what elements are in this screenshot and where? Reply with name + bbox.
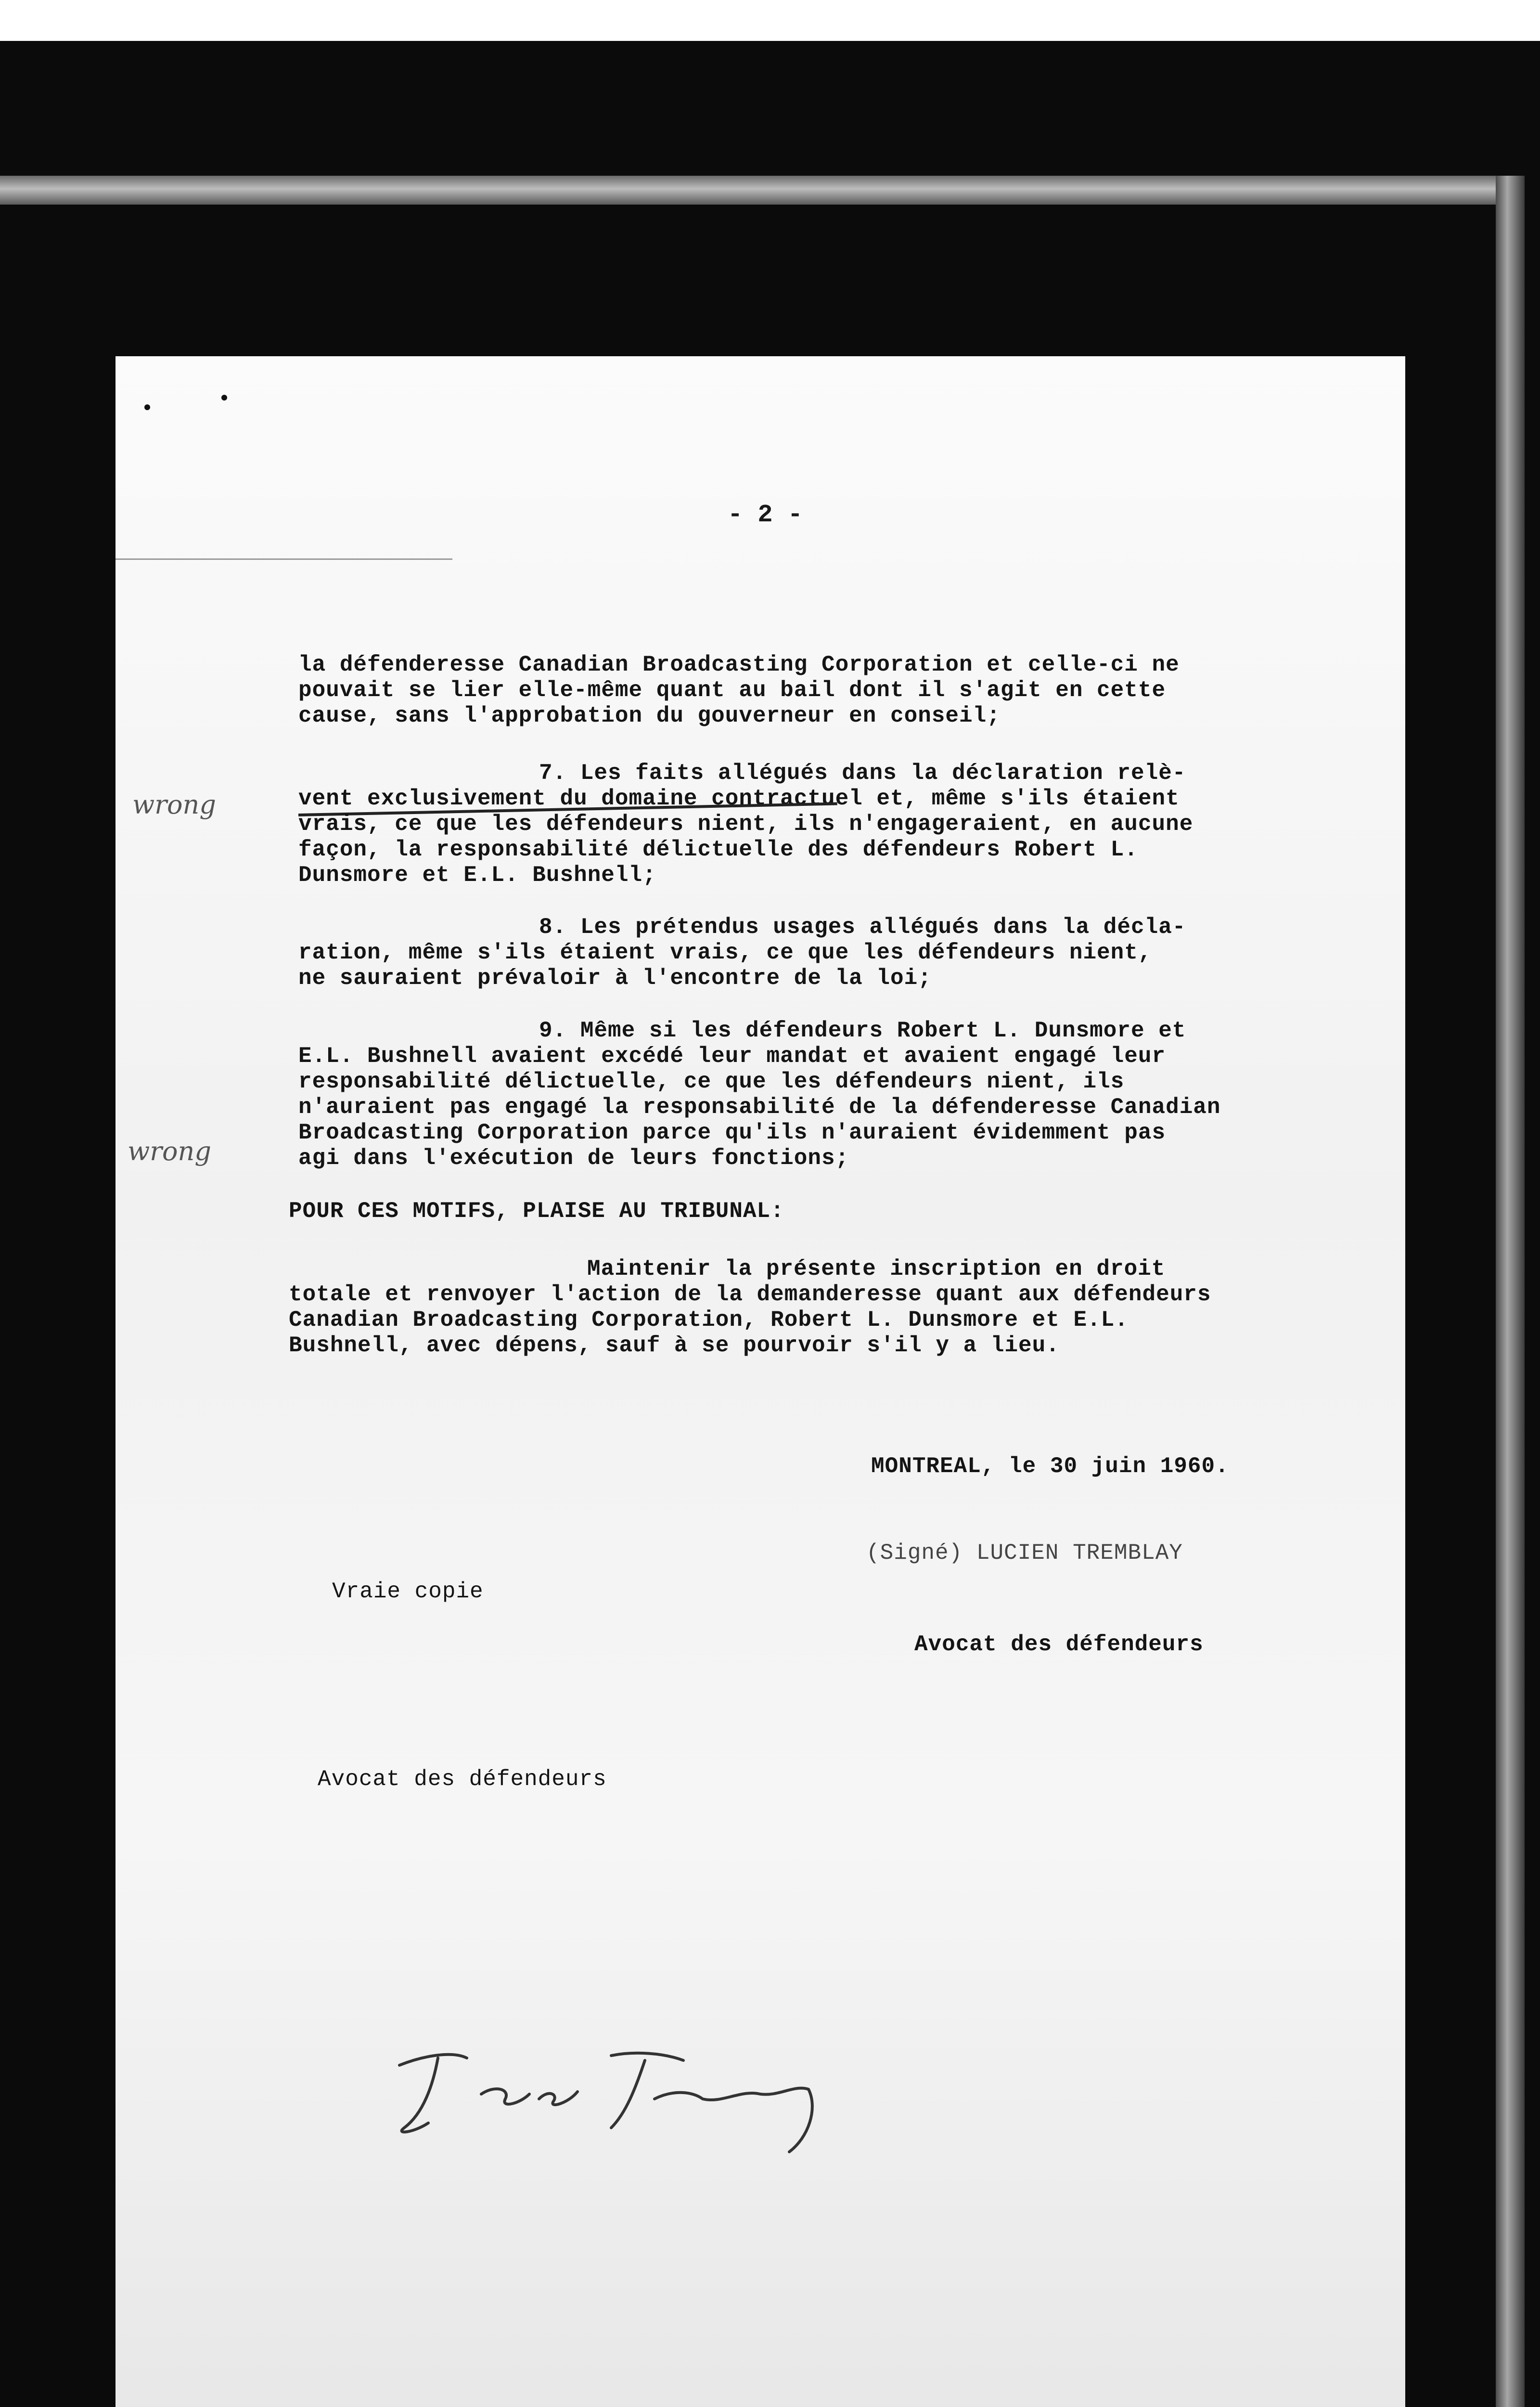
body-line: Broadcasting Corporation parce qu'ils n'auraient évidemment pas <box>298 1120 1166 1145</box>
film-top-bar <box>0 176 1497 205</box>
film-right-strip <box>1496 176 1525 2407</box>
body-line: Canadian Broadcasting Corporation, Robert L. Dunsmore et E.L. <box>289 1307 1129 1333</box>
body-line: vent exclusivement du domaine contractuel et, même s'ils étaient <box>298 786 1180 811</box>
body-line: pouvait se lier elle-même quant au bail dont il s'agit en cette <box>298 678 1166 703</box>
body-line: cause, sans l'approbation du gouverneur en conseil; <box>298 703 1001 728</box>
body-line: ne sauraient prévaloir à l'encontre de la loi; <box>298 966 932 991</box>
body-line: façon, la responsabilité délictuelle des défendeurs Robert L. <box>298 837 1138 862</box>
margin-note-wrong: wrong <box>132 789 216 820</box>
page-number: - 2 - <box>727 501 803 529</box>
counsel-title: Avocat des défendeurs <box>914 1632 1204 1657</box>
page-rule <box>116 558 452 560</box>
body-line: 8. Les prétendus usages allégués dans la décla- <box>539 915 1186 940</box>
counsel-copy-title: Avocat des défendeurs <box>318 1767 607 1792</box>
speck <box>144 404 150 410</box>
margin-note-wrong: wrong <box>128 1136 211 1166</box>
document-page <box>116 356 1405 2407</box>
body-line: n'auraient pas engagé la responsabilité de la défenderesse Canadian <box>298 1095 1221 1120</box>
body-line: la défenderesse Canadian Broadcasting Corporation et celle-ci ne <box>298 652 1180 677</box>
body-line: totale et renvoyer l'action de la demanderesse quant aux défendeurs <box>289 1282 1211 1307</box>
body-line: E.L. Bushnell avaient excédé leur mandat et avaient engagé leur <box>298 1044 1166 1069</box>
body-line: ration, même s'ils étaient vrais, ce que les défendeurs nient, <box>298 940 1152 965</box>
handwritten-signature <box>385 2036 866 2161</box>
body-line: 9. Même si les défendeurs Robert L. Dunsmore et <box>539 1018 1186 1043</box>
body-line: responsabilité délictuelle, ce que les défendeurs nient, ils <box>298 1069 1125 1094</box>
place-date: MONTREAL, le 30 juin 1960. <box>871 1454 1229 1479</box>
signed-line: (Signé) LUCIEN TREMBLAY <box>866 1540 1183 1566</box>
body-line: agi dans l'exécution de leurs fonctions; <box>298 1146 849 1171</box>
body-line: vrais, ce que les défendeurs nient, ils n'engageraient, en aucune <box>298 812 1194 837</box>
speck <box>221 395 227 401</box>
body-line: Bushnell, avec dépens, sauf à se pourvoir s'il y a lieu. <box>289 1333 1060 1358</box>
true-copy: Vraie copie <box>332 1579 484 1604</box>
body-line: Dunsmore et E.L. Bushnell; <box>298 863 656 888</box>
body-line: 7. Les faits allégués dans la déclaration relè- <box>539 761 1186 786</box>
section-heading: POUR CES MOTIFS, PLAISE AU TRIBUNAL: <box>289 1199 784 1224</box>
body-line: Maintenir la présente inscription en droit <box>587 1256 1166 1281</box>
